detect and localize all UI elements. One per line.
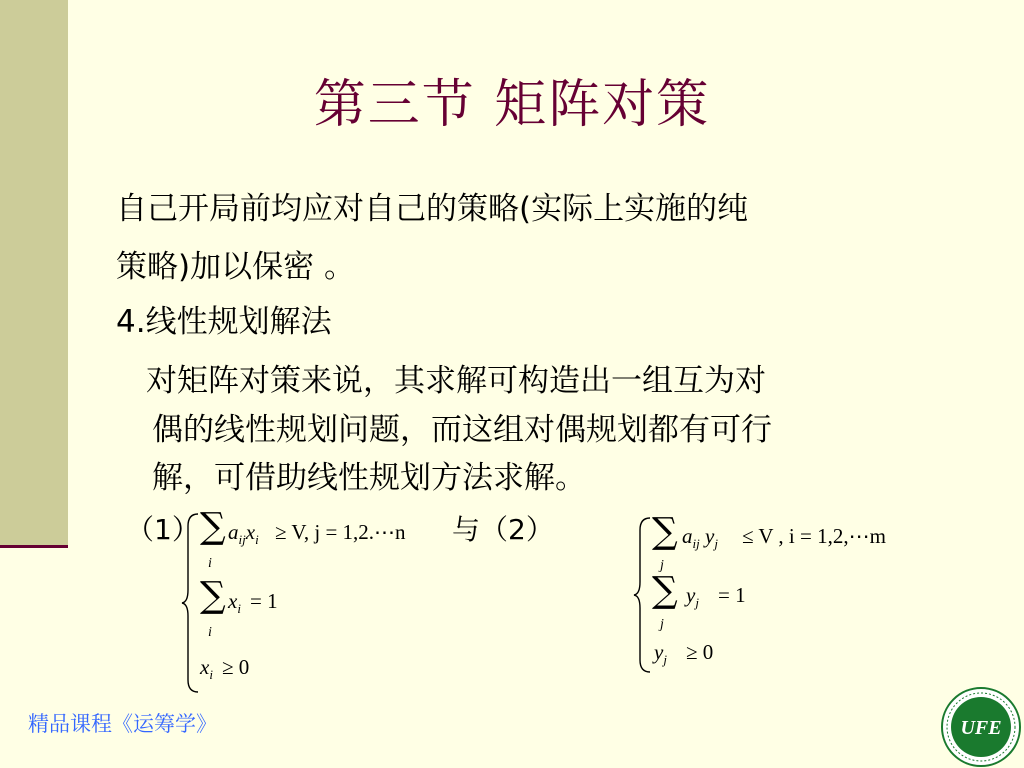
sum-index: j [660, 558, 664, 573]
constraint-tail: ≤ V , i = 1,2,⋯m [742, 524, 886, 548]
sum-symbol: ∑ [200, 506, 226, 547]
constraint-tail: = 1 [250, 589, 278, 613]
term-yj: $y_j$ [654, 640, 667, 667]
constraint-tail: ≥ 0 [222, 655, 250, 679]
ufe-logo [940, 686, 1022, 768]
constraint-tail: = 1 [718, 583, 746, 607]
constraint-tail: ≥ V, j = 1,2.⋯n [275, 520, 406, 544]
body-line-2: 策略)加以保密 。 [116, 249, 355, 285]
sum-symbol: ∑ [652, 570, 678, 611]
sidebar-rule [0, 545, 68, 548]
term-xi: $x_i$ [228, 589, 241, 616]
sum-symbol: ∑ [200, 575, 226, 616]
term-aij-yj: $a_{ij}$ $y_j$ [682, 524, 718, 551]
sum-symbol: ∑ [652, 511, 678, 552]
system-1-label: （1） [126, 513, 200, 546]
system-2-brace [632, 516, 654, 674]
slide-title: 第三节 矩阵对策 [313, 75, 711, 135]
paragraph-line-3: 解，可借助线性规划方法求解。 [152, 460, 586, 496]
body-line-1: 自己开局前均应对自己的策略(实际上实施的纯 [116, 191, 749, 227]
sum-index: i [208, 556, 212, 571]
term-aij-xi: $a_{ij}x_i$ [228, 520, 259, 547]
connector-text: 与（2） [452, 513, 554, 546]
term-xi: $x_i$ [200, 655, 213, 682]
paragraph-line-1: 对矩阵对策来说，其求解可构造出一组互为对 [146, 363, 766, 399]
term-yj: $y_j$ [686, 583, 699, 610]
sum-index: j [660, 617, 664, 632]
system-1-brace [180, 512, 202, 694]
paragraph-line-2: 偶的线性规划问题，而这组对偶规划都有可行 [152, 412, 772, 448]
constraint-tail: ≥ 0 [686, 640, 714, 664]
svg-text:UFE: UFE [960, 717, 1002, 739]
section-heading: 4.线性规划解法 [116, 304, 332, 340]
sum-index: i [208, 625, 212, 640]
footer-course-name: 精品课程《运筹学》 [28, 712, 217, 736]
